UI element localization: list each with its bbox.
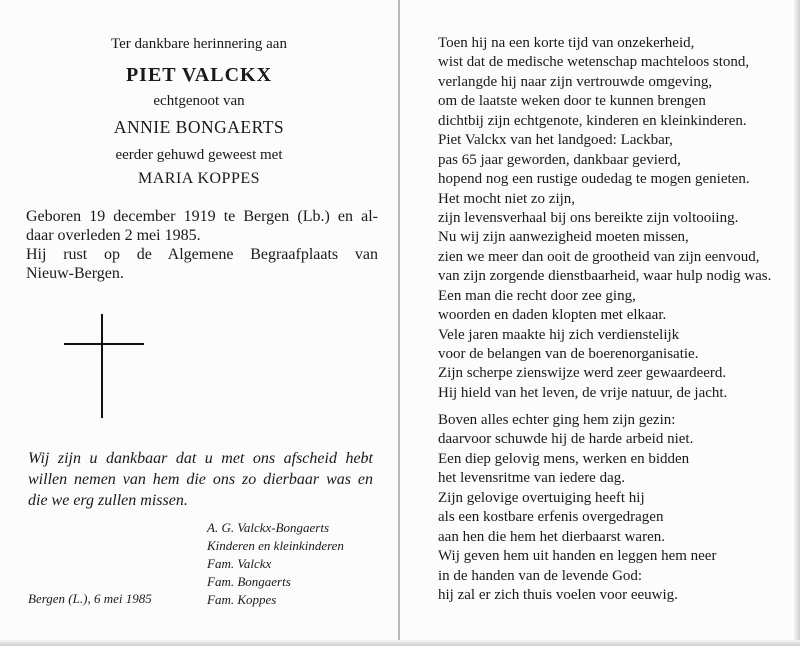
thanks-line: die we erg zullen missen. <box>28 492 188 509</box>
poem-line: pas 65 jaar geworden, dankbaar gevierd, <box>438 151 681 168</box>
card-edge-right <box>794 0 800 646</box>
bio-line: Hij rust op de Algemene Begraafplaats van <box>26 246 378 263</box>
poem-line: Het mocht niet zo zijn, <box>438 190 576 207</box>
thanks-line: Wij zijn u dankbaar dat u met ons afscheid hebt <box>28 450 373 467</box>
poem-line: Hij hield van het leven, de vrije natuur, de jacht. <box>438 384 728 401</box>
poem-line: daarvoor schuwde hij de harde arbeid niet. <box>438 431 694 448</box>
poem-line: hij zal er zich thuis voelen voor eeuwig. <box>438 586 678 603</box>
bio-line: Nieuw-Bergen. <box>26 265 124 282</box>
signature-line: Fam. Koppes <box>207 592 277 607</box>
poem-line: dichtbij zijn echtgenote, kinderen en kleinkinderen. <box>438 112 747 129</box>
signature-line: A. G. Valckx-Bongaerts <box>207 520 330 535</box>
poem-line: zijn levensverhaal bij ons bereikte zijn voltooiing. <box>438 209 739 226</box>
poem-line: in de handen van de levende God: <box>438 567 643 584</box>
place-date: Bergen (L.), 6 mei 1985 <box>28 591 152 606</box>
intro-text: Ter dankbare herinnering aan <box>111 36 287 52</box>
thanks-line: willen nemen van hem die ons zo dierbaar was en <box>28 471 373 488</box>
poem-line: om de laatste weken door te kunnen brengen <box>438 93 706 110</box>
poem-line: Een man die recht door zee ging, <box>438 287 636 304</box>
signature-line: Fam. Valckx <box>207 556 272 571</box>
poem-line: Boven alles echter ging hem zijn gezin: <box>438 412 676 428</box>
previous-spouse-label: eerder gehuwd geweest met <box>115 147 283 163</box>
poem-line: Een diep gelovig mens, werken en bidden <box>438 450 690 467</box>
spouse-name: ANNIE BONGAERTS <box>113 117 285 137</box>
card-edge-bottom <box>0 640 800 646</box>
bio-line: Geboren 19 december 1919 te Bergen (Lb.) en al- <box>26 208 378 225</box>
poem-line: Nu wij zijn aanwezigheid moeten missen, <box>438 229 689 246</box>
poem-line: zien we meer dan ooit de grootheid van zijn eenvoud, <box>438 248 760 265</box>
poem-line: Toen hij na een korte tijd van onzekerheid, <box>438 35 695 51</box>
cross-icon <box>64 314 144 418</box>
left-panel <box>0 0 398 646</box>
deceased-name: PIET VALCKX <box>125 64 273 86</box>
poem-stanza-1 <box>438 34 778 403</box>
poem-line: Zijn gelovige overtuiging heeft hij <box>438 489 645 506</box>
bio-line: daar overleden 2 mei 1985. <box>26 227 201 244</box>
poem-line: Wij geven hem uit handen en leggen hem neer <box>438 548 717 565</box>
spouse-label: echtgenoot van <box>153 93 245 109</box>
previous-spouse-name: MARIA KOPPES <box>137 170 261 187</box>
poem-line: woorden en daden klopten met elkaar. <box>438 307 667 324</box>
poem-line: het levensritme van iedere dag. <box>438 470 626 487</box>
poem-line: van zijn zorgende dienstbaarheid, waar hulp nodig was. <box>438 268 772 285</box>
thanks-paragraph <box>28 448 373 511</box>
poem-stanza-2 <box>438 411 778 605</box>
cross-vertical-bar <box>101 314 103 418</box>
birth-death-paragraph <box>26 207 378 245</box>
signature-line: Kinderen en kleinkinderen <box>207 538 344 553</box>
right-panel <box>400 0 800 646</box>
poem-line: wist dat de medische wetenschap machteloos stond, <box>438 54 750 71</box>
poem-line: Vele jaren maakte hij zich verdienstelijk <box>438 326 680 343</box>
poem-line: Zijn scherpe zienswijze werd zeer gewaardeerd. <box>438 365 727 382</box>
signature-line: Fam. Bongaerts <box>207 574 291 589</box>
poem-line: hopend nog een rustige oudedag te mogen genieten. <box>438 171 750 188</box>
signatures <box>207 519 344 609</box>
poem-line: aan hen die hem het dierbaarst waren. <box>438 528 665 545</box>
cross-horizontal-bar <box>64 343 144 345</box>
poem-line: verlangde hij naar zijn vertrouwde omgeving, <box>438 73 713 90</box>
poem-line: voor de belangen van de boerenorganisatie. <box>438 346 699 362</box>
poem-line: Piet Valckx van het landgoed: Lackbar, <box>438 132 673 149</box>
burial-paragraph <box>26 245 378 283</box>
poem-line: als een kostbare erfenis overgedragen <box>438 509 664 526</box>
